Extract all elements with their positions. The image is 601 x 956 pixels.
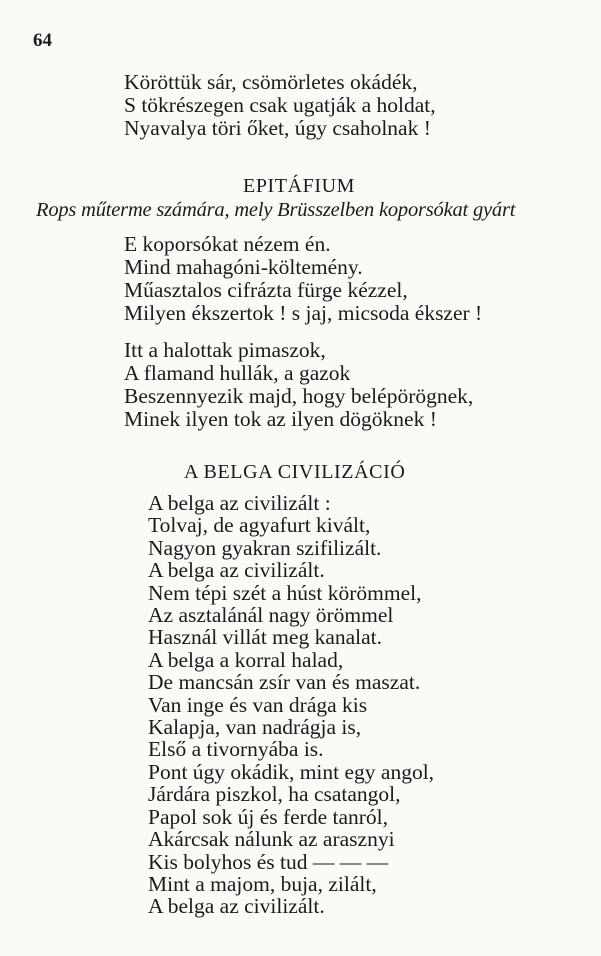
poem-line: E koporsókat nézem én. (124, 232, 331, 256)
epitafium-dedication: Rops műterme számára, mely Brüsszelben koporsókat gyárt (36, 199, 516, 221)
poem-line: Köröttük sár, csömörletes okádék, (124, 70, 418, 94)
poem-line: Használ villát meg kanalat. (148, 625, 383, 650)
poem-line: A belga az civilizált. (148, 894, 325, 919)
poem-line: Minek ilyen tok az ilyen dögöknek ! (124, 407, 437, 431)
epitafium-stanza-1 (124, 233, 482, 325)
epitafium-title: EPITÁFIUM (243, 175, 356, 197)
poem-line: Itt a halottak pimaszok, (124, 338, 326, 362)
page-number: 64 (33, 30, 52, 51)
poem-line: Műasztalos cifrázta fürge kézzel, (124, 278, 408, 302)
poem-line: Beszennyezik majd, hogy belépörögnek, (124, 384, 474, 408)
poem-line: Első a tivornyába is. (148, 737, 324, 762)
poem-line: A belga az civilizált. (148, 558, 325, 583)
epitafium-stanza-2 (124, 339, 473, 431)
poem-line: Akárcsak nálunk az arasznyi (148, 827, 395, 852)
poem-line: Kis bolyhos és tud — — — (148, 849, 389, 874)
belga-poem (148, 492, 434, 918)
poem-line: Papol sok új és ferde tanról, (148, 804, 389, 829)
poem-line: A belga az civilizált : (148, 491, 331, 515)
poem-line: Nagyon gyakran szifilizált. (148, 535, 382, 560)
poem-line: Milyen ékszertok ! s jaj, micsoda ékszer ! (124, 301, 483, 325)
poem-line: S tökrészegen csak ugatják a holdat, (124, 93, 436, 117)
poem-line: Járdára piszkol, ha csatangol, (148, 782, 401, 807)
poem-line: De mancsán zsír van és maszat. (148, 670, 421, 695)
intro-stanza (124, 71, 436, 140)
poem-line: Mint a majom, buja, zilált, (148, 871, 377, 896)
poem-line: A belga a korral halad, (148, 647, 344, 672)
poem-line: Tolvaj, de agyafurt kivált, (148, 513, 371, 538)
poem-line: Nyavalya töri őket, úgy csaholnak ! (124, 116, 431, 140)
poem-line: Nem tépi szét a húst körömmel, (148, 580, 422, 605)
poem-line: Kalapja, van nadrágja is, (148, 715, 362, 740)
poem-line: A flamand hullák, a gazok (124, 361, 351, 385)
poem-line: Van inge és van drága kis (148, 692, 368, 717)
poem-line: Mind mahagóni-költemény. (124, 255, 363, 279)
poem-line: Pont úgy okádik, mint egy angol, (148, 759, 435, 784)
poem-line: Az asztalánál nagy örömmel (148, 603, 394, 628)
belga-title: A BELGA CIVILIZÁCIÓ (184, 461, 406, 483)
